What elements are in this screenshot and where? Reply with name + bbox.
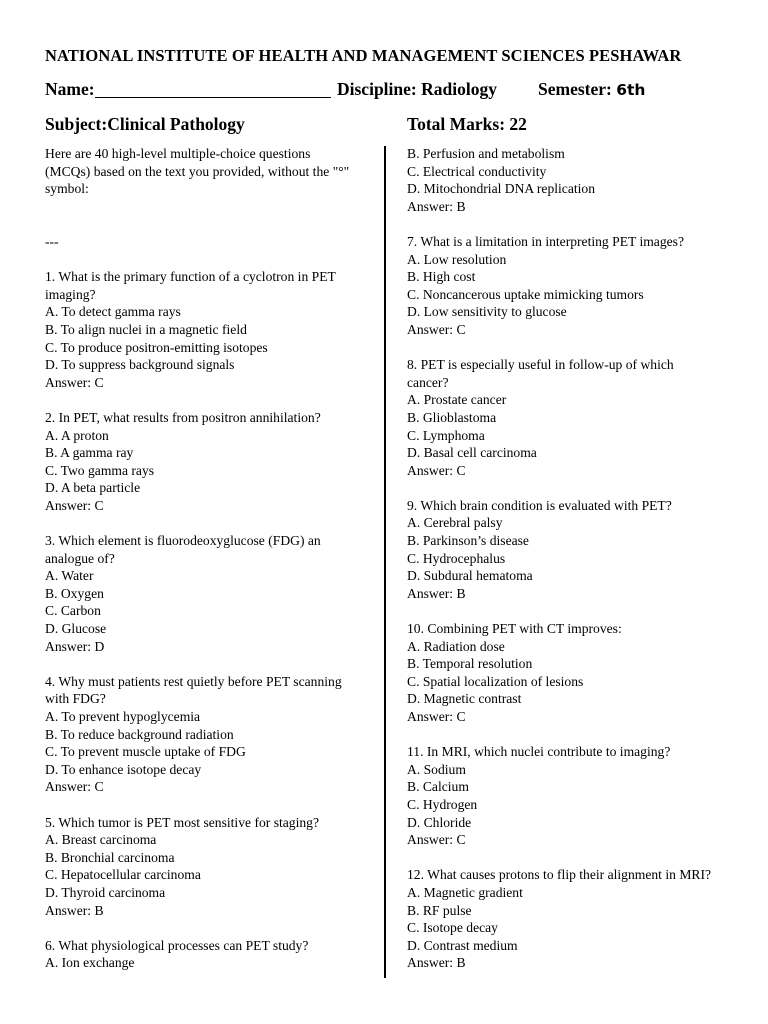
text-line: Answer: B xyxy=(407,198,466,214)
text-line: C. Two gamma rays xyxy=(45,462,155,478)
text-line: B. High cost xyxy=(407,269,476,285)
text-line: C. Carbon xyxy=(45,603,101,619)
text-line: B. RF pulse xyxy=(407,902,472,918)
text-line xyxy=(407,602,737,620)
text-line: A. To detect gamma rays xyxy=(45,304,181,320)
text-line: 1. What is the primary function of a cyclotron in PET xyxy=(45,269,336,285)
semester-value: 6th xyxy=(616,81,646,99)
text-line xyxy=(407,726,737,744)
text-line: Answer: C xyxy=(407,832,466,848)
text-line: A. Ion exchange xyxy=(45,955,135,971)
text-line: 12. What causes protons to flip their alignment in MRI? xyxy=(407,867,712,883)
text-line: A. Magnetic gradient xyxy=(407,884,523,900)
text-line: (MCQs) based on the text you provided, without the "°" xyxy=(45,163,350,179)
text-line: Answer: C xyxy=(45,374,104,390)
text-line: 9. Which brain condition is evaluated with PET? xyxy=(407,497,672,513)
text-line: Here are 40 high-level multiple-choice questions xyxy=(45,146,311,161)
subject-label: Subject:Clinical Pathology xyxy=(45,114,245,134)
text-line: A. A proton xyxy=(45,427,109,443)
text-line xyxy=(45,215,370,233)
text-line: 2. In PET, what results from positron annihilation? xyxy=(45,409,321,425)
text-line: Answer: C xyxy=(407,709,466,724)
text-line: D. Magnetic contrast xyxy=(407,691,522,707)
text-line: A. Sodium xyxy=(407,761,466,777)
text-line: A. To prevent hypoglycemia xyxy=(45,709,201,724)
text-line: 11. In MRI, which nuclei contribute to imaging? xyxy=(407,744,671,760)
text-line: B. Parkinson’s disease xyxy=(407,533,529,549)
text-line: Answer: D xyxy=(45,638,105,654)
text-line: Answer: B xyxy=(407,955,466,971)
text-line xyxy=(45,514,370,532)
text-line: D. A beta particle xyxy=(45,480,141,496)
text-line: 4. Why must patients rest quietly before PET scanning xyxy=(45,673,342,689)
text-line: A. Breast carcinoma xyxy=(45,832,157,848)
text-line: Answer: C xyxy=(45,779,104,795)
text-line xyxy=(45,655,370,673)
text-line: B. Bronchial carcinoma xyxy=(45,849,175,865)
text-line: 10. Combining PET with CT improves: xyxy=(407,621,622,637)
text-line: A. Cerebral palsy xyxy=(407,515,503,531)
text-line: C. Spatial localization of lesions xyxy=(407,673,584,689)
text-line: B. Calcium xyxy=(407,779,469,795)
header-meta-row xyxy=(45,79,745,103)
text-line: Answer: C xyxy=(45,497,104,513)
text-line: 3. Which element is fluorodeoxyglucose (FDG) an xyxy=(45,533,321,549)
text-line: analogue of? xyxy=(45,550,115,566)
right-column xyxy=(407,145,737,972)
name-blank-line xyxy=(95,96,331,98)
text-line: Answer: C xyxy=(407,462,466,478)
text-line: 6. What physiological processes can PET study? xyxy=(45,937,309,953)
text-line: symbol: xyxy=(45,181,89,197)
text-line: B. Perfusion and metabolism xyxy=(407,146,565,161)
left-column xyxy=(45,145,370,972)
text-line: B. A gamma ray xyxy=(45,445,134,461)
text-line: A. Prostate cancer xyxy=(407,392,507,408)
text-line: Answer: B xyxy=(45,902,104,918)
text-line xyxy=(45,919,370,937)
text-line: 8. PET is especially useful in follow-up of which xyxy=(407,357,674,373)
text-line xyxy=(45,251,370,269)
text-line: D. Mitochondrial DNA replication xyxy=(407,181,596,197)
text-line: D. To suppress background signals xyxy=(45,357,235,373)
discipline-label: Discipline: Radiology xyxy=(337,79,497,99)
text-line xyxy=(45,198,370,216)
text-line: D. Basal cell carcinoma xyxy=(407,445,537,461)
text-line xyxy=(45,391,370,409)
name-label: Name: xyxy=(45,79,95,99)
text-line xyxy=(407,849,737,867)
text-line: Answer: B xyxy=(407,585,466,601)
text-line: cancer? xyxy=(407,374,449,390)
text-line: D. Low sensitivity to glucose xyxy=(407,304,567,320)
text-line xyxy=(45,796,370,814)
text-line: --- xyxy=(45,233,59,249)
text-line: D. Glucose xyxy=(45,621,107,637)
column-divider xyxy=(384,146,386,978)
text-line: D. Contrast medium xyxy=(407,937,518,953)
text-line: C. Hydrocephalus xyxy=(407,550,506,566)
text-line: C. Hepatocellular carcinoma xyxy=(45,867,201,883)
text-line: C. To prevent muscle uptake of FDG xyxy=(45,744,246,760)
text-line: B. Oxygen xyxy=(45,585,104,601)
text-line: Answer: C xyxy=(407,321,466,337)
text-line: A. Low resolution xyxy=(407,251,507,267)
text-line xyxy=(407,215,737,233)
institute-title: NATIONAL INSTITUTE OF HEALTH AND MANAGEMENT SCIENCES PESHAWAR xyxy=(45,46,682,65)
text-line: C. Noncancerous uptake mimicking tumors xyxy=(407,286,644,302)
text-line: 5. Which tumor is PET most sensitive for staging? xyxy=(45,814,319,830)
text-line: C. Hydrogen xyxy=(407,796,478,812)
text-line: B. To align nuclei in a magnetic field xyxy=(45,321,247,337)
text-line: A. Radiation dose xyxy=(407,638,505,654)
text-line: with FDG? xyxy=(45,691,106,707)
text-line: D. Thyroid carcinoma xyxy=(45,884,166,900)
text-line: B. Temporal resolution xyxy=(407,656,533,672)
text-line: C. To produce positron-emitting isotopes xyxy=(45,339,268,355)
text-line xyxy=(407,339,737,357)
text-line xyxy=(407,479,737,497)
text-line: D. To enhance isotope decay xyxy=(45,761,202,777)
semester-field xyxy=(538,79,645,100)
text-line: B. Glioblastoma xyxy=(407,409,497,425)
text-line: C. Lymphoma xyxy=(407,427,485,443)
total-marks: Total Marks: 22 xyxy=(407,114,527,134)
text-line: 7. What is a limitation in interpreting PET images? xyxy=(407,233,684,249)
semester-label: Semester: xyxy=(538,79,612,99)
text-line: A. Water xyxy=(45,568,94,584)
text-line: C. Electrical conductivity xyxy=(407,163,547,179)
text-line: B. To reduce background radiation xyxy=(45,726,234,742)
text-line: imaging? xyxy=(45,286,96,302)
text-line: D. Chloride xyxy=(407,814,472,830)
text-line: D. Subdural hematoma xyxy=(407,568,533,584)
text-line: C. Isotope decay xyxy=(407,920,498,936)
